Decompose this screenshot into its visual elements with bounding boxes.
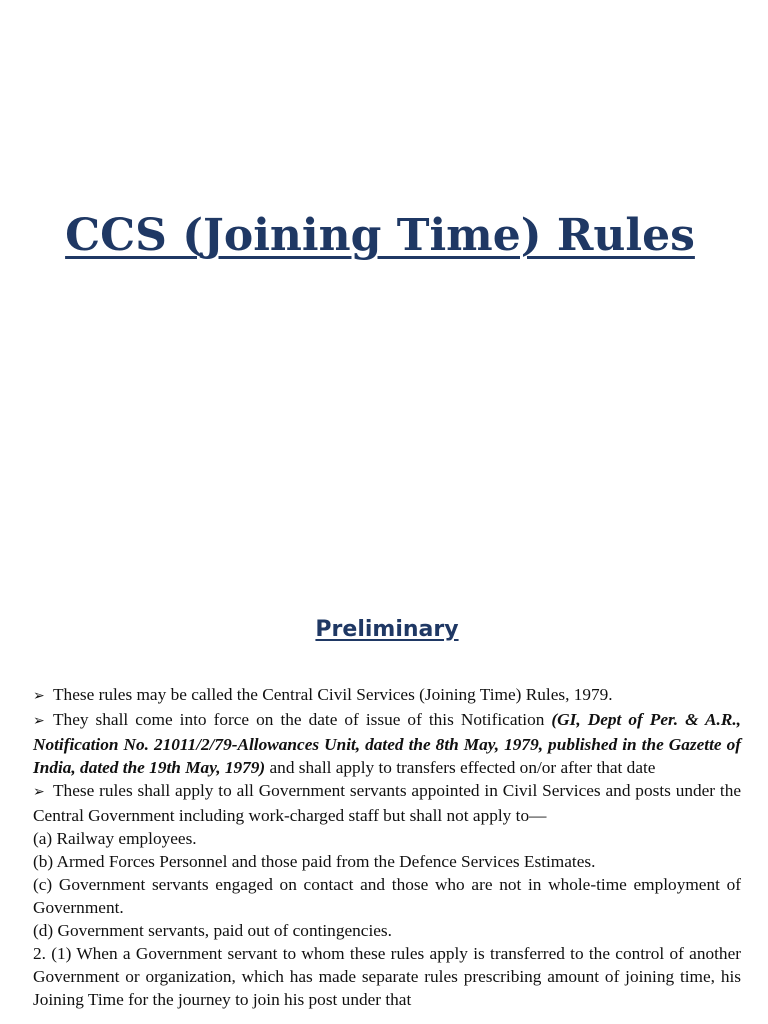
bullet-item [33, 683, 741, 708]
bullet-text: These rules shall apply to all Government servants appointed in Civil Services and posts under the Central Government including work-charged staff but shall not apply to— [33, 781, 741, 825]
arrow-bullet-icon: ➢ [33, 688, 45, 704]
citation: (GI, Dept of Per. & A.R., Notification No. 21011/2/79-Allowances Unit, dated the 8th May, 1979, published in the Gazette of India, dated the 19th May, 1979) [33, 710, 741, 777]
page-title: CCS (Joining Time) Rules [65, 210, 695, 261]
bullet-text: These rules may be called the Central Civil Services (Joining Time) Rules, 1979. [53, 685, 613, 704]
list-item: (c) Government servants engaged on contact and those who are not in whole-time employment of Government. [33, 875, 741, 917]
bullet-text: and shall apply to transfers effected on/or after that date [265, 758, 656, 777]
list-item: (a) Railway employees. [33, 829, 197, 848]
arrow-bullet-icon: ➢ [33, 784, 45, 800]
bullet-item [33, 708, 741, 779]
bullet-text: They shall come into force on the date of issue of this Notification [53, 710, 552, 729]
rule-paragraph: 2. (1) When a Government servant to whom these rules apply is transferred to the control of another Government or organization, which has made separate rules prescribing amount of joining time, his Joining Time for the journey to join his post under that [33, 944, 741, 1009]
bullet-item [33, 779, 741, 827]
arrow-bullet-icon: ➢ [33, 713, 45, 729]
section-heading: Preliminary [315, 617, 459, 642]
list-item: (d) Government servants, paid out of contingencies. [33, 921, 392, 940]
body-text [33, 683, 741, 1011]
list-item: (b) Armed Forces Personnel and those paid from the Defence Services Estimates. [33, 852, 596, 871]
